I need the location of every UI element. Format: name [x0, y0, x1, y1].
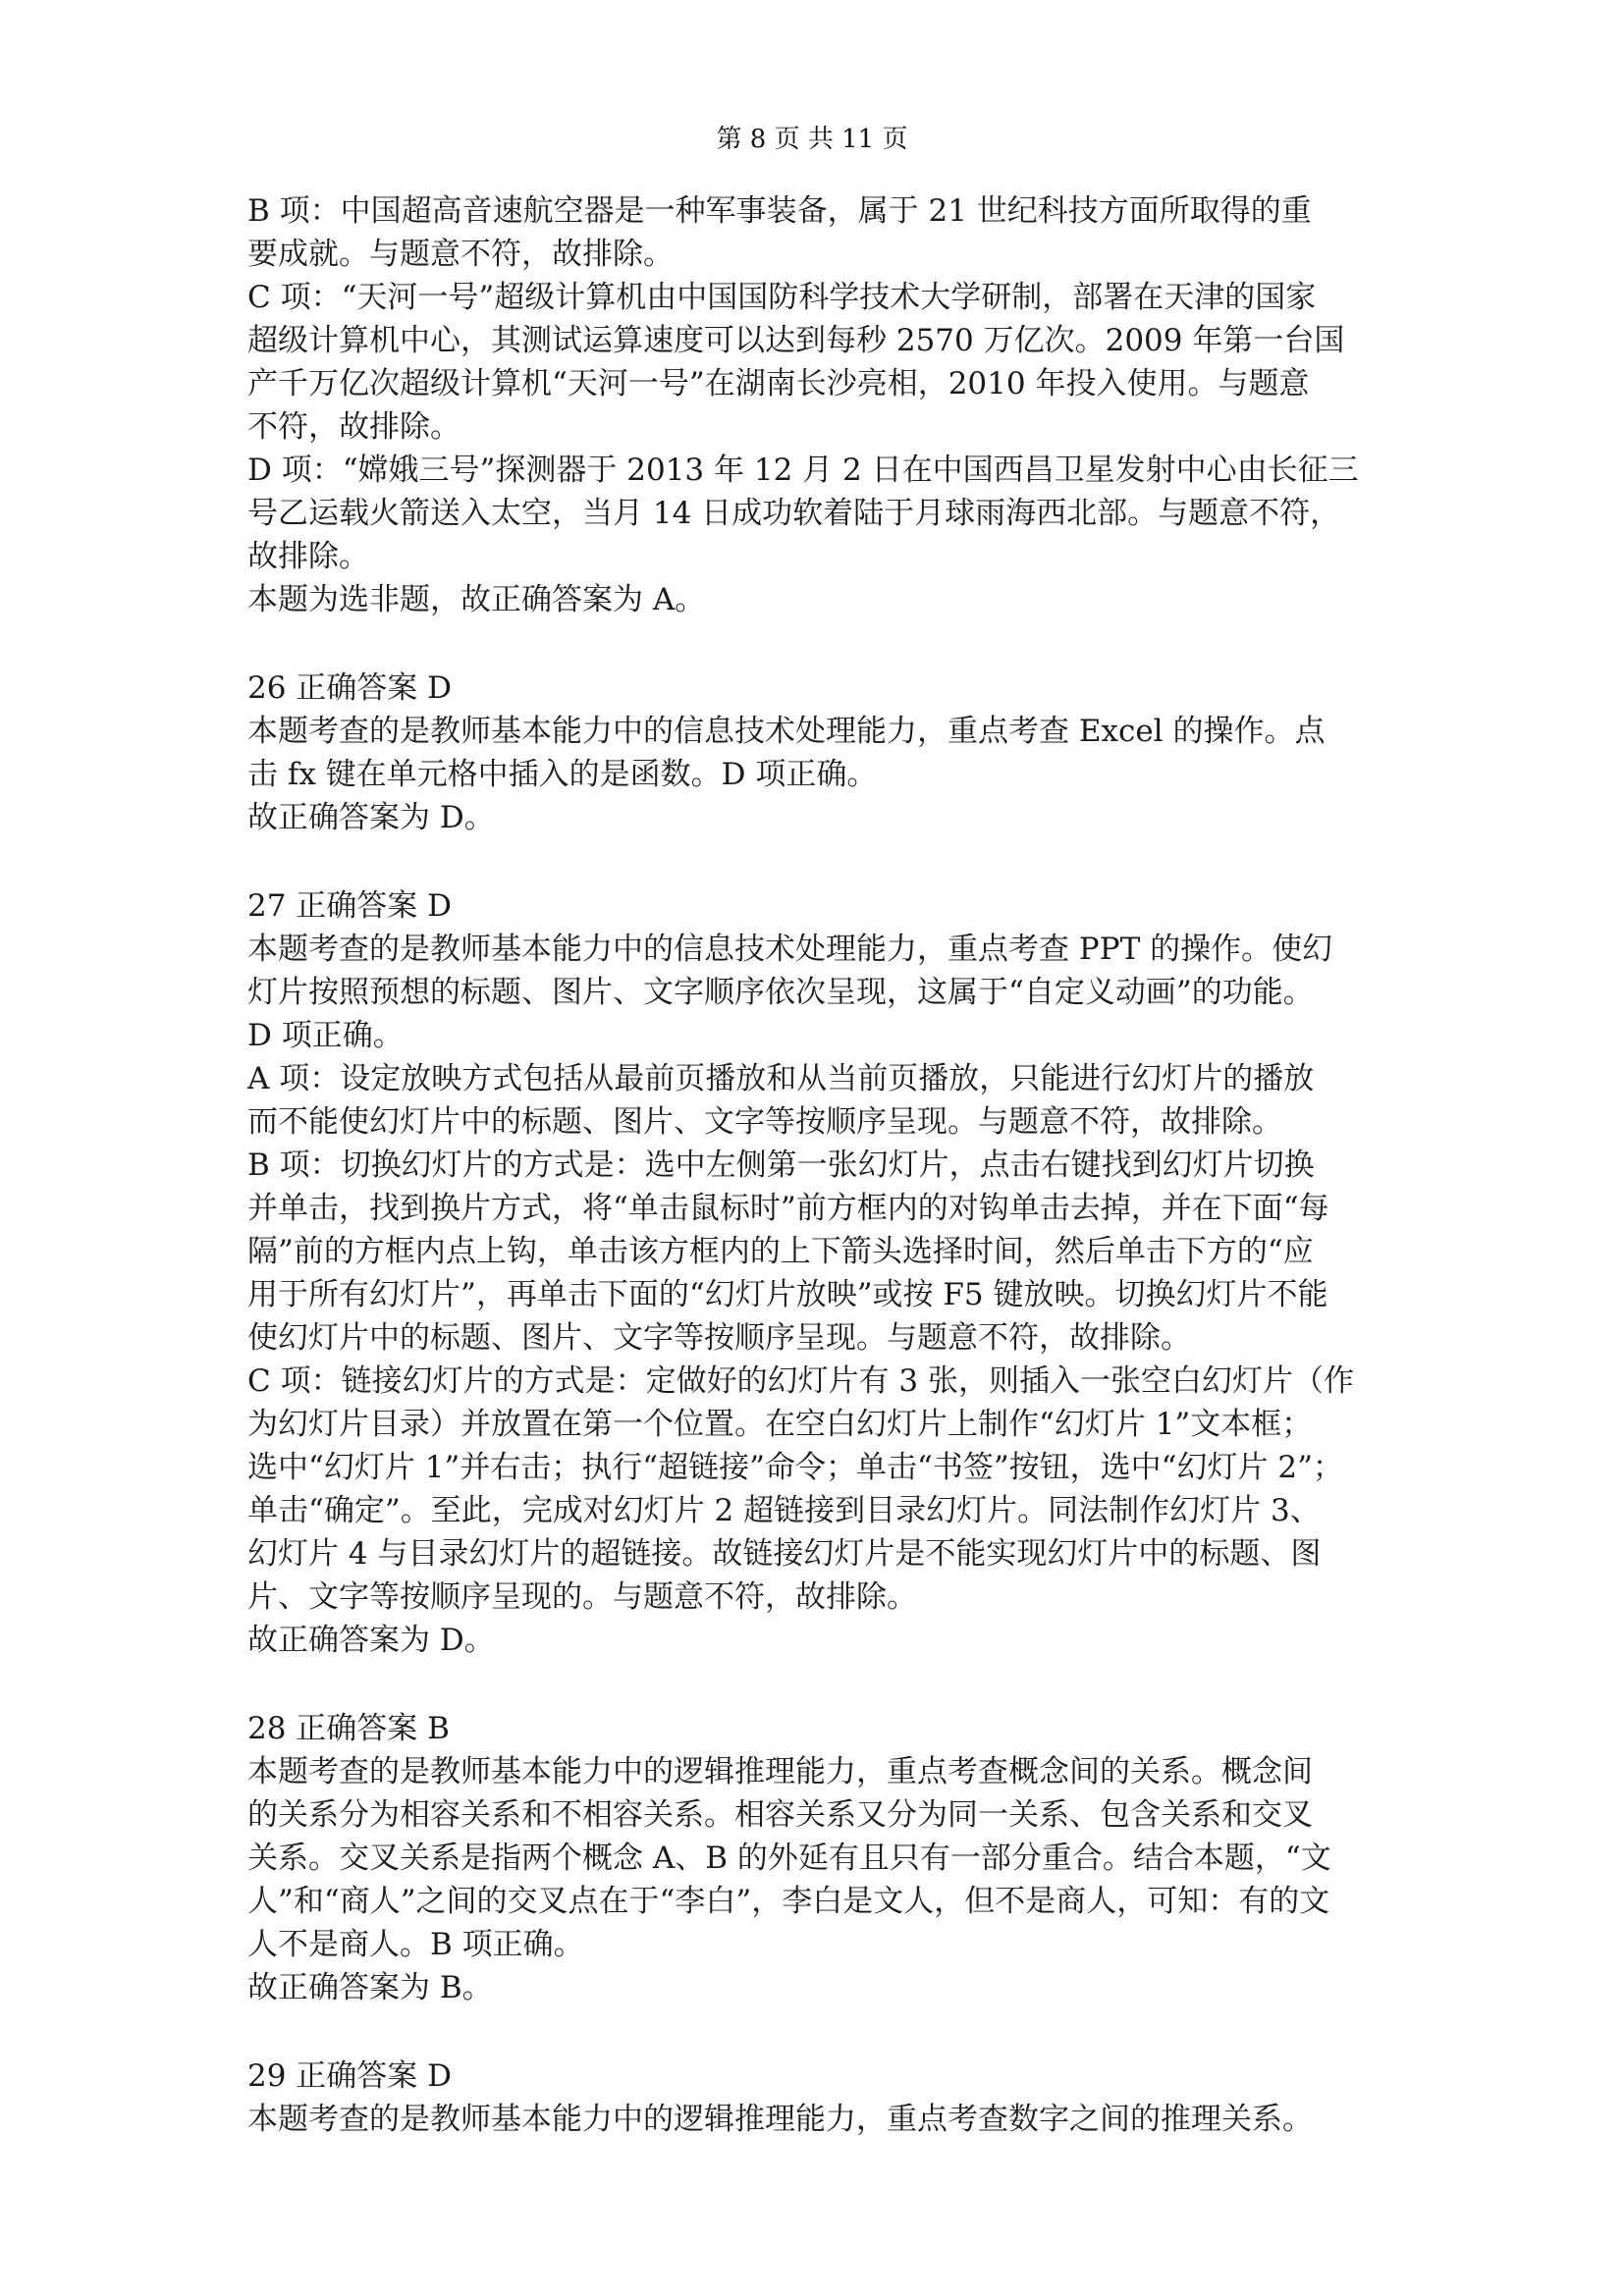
section-spacer [247, 621, 1386, 667]
answer-heading: 27 正确答案 D [247, 888, 453, 924]
section-spacer [247, 1662, 1386, 1707]
explanation-paragraph: A 项：设定放映方式包括从最前页播放和从当前页播放，只能进行幻灯片的播放 而不能使幻灯片中的标题、图片、文字等按顺序呈现。与题意不符，故排除。 [247, 1061, 1315, 1140]
explanation-paragraph: 故正确答案为 D。 [247, 1623, 495, 1658]
answer-heading: 26 正确答案 D [247, 670, 453, 706]
page-indicator: 第 8 页 共 11 页 [716, 125, 908, 154]
explanation-paragraph: D 项：“嫦娥三号”探测器于 2013 年 12 月 2 日在中国西昌卫星发射中心由长征三 号乙运载火箭送入太空，当月 14 日成功软着陆于月球雨海西北部。与题意不符， 故排除。 [247, 453, 1359, 574]
explanation-paragraph: 故正确答案为 D。 [247, 800, 495, 835]
section-spacer [247, 2009, 1386, 2055]
explanation-paragraph: B 项：切换幻灯片的方式是：选中左侧第一张幻灯片，点击右键找到幻灯片切换 并单击，找到换片方式，将“单击鼠标时”前方框内的对钩单击去掉，并在下面“每 隔”前的方框内点上钩，单击该方框内的上下箭头选择时间，然后单击下方的“应 用于所有幻灯片”，再单击下面的“幻灯片放映”或按 F5 键放映。切换幻灯片不能 使幻灯片中的标题、图片、文字等按顺序呈现。与题意不符，故排除。 [247, 1148, 1329, 1356]
explanation-paragraph: 本题为选非题，故正确答案为 A。 [247, 582, 706, 617]
answer-heading: 29 正确答案 D [247, 2058, 453, 2094]
explanation-paragraph: 本题考查的是教师基本能力中的信息技术处理能力，重点考查 Excel 的操作。点 击 fx 键在单元格中插入的是函数。D 项正确。 [247, 714, 1326, 792]
explanation-paragraph: C 项：“天河一号”超级计算机由中国国防科学技术大学研制，部署在天津的国家 超级计算机中心，其测试运算速度可以达到每秒 2570 万亿次。2009 年第一台国 产千万亿次超级计算机“天河一号”在湖南长沙亮相，2010 年投入使用。与题意 不符，故排除。 [247, 280, 1345, 445]
explanation-paragraph: 本题考查的是教师基本能力中的逻辑推理能力，重点考查概念间的关系。概念间 的关系分为相容关系和不相容关系。相容关系又分为同一关系、包含关系和交叉 关系。交叉关系是指两个概念 A、B 的外延有且只有一部分重合。结合本题，“文 人”和“商人”之间的交叉点在于“李白”，李白是文人，但不是商人，可知：有的文 人不是商人。B 项正确。 [247, 1754, 1331, 1962]
answer-explanations [247, 189, 1386, 2141]
answer-heading: 28 正确答案 B [247, 1711, 450, 1746]
explanation-paragraph: B 项：中国超高音速航空器是一种军事装备，属于 21 世纪科技方面所取得的重 要成就。与题意不符，故排除。 [247, 193, 1312, 272]
explanation-paragraph: 本题考查的是教师基本能力中的信息技术处理能力，重点考查 PPT 的操作。使幻 灯片按照预想的标题、图片、文字顺序依次呈现，这属于“自定义动画”的功能。 D 项正确。 [247, 932, 1333, 1053]
explanation-paragraph: C 项：链接幻灯片的方式是：定做好的幻灯片有 3 张，则插入一张空白幻灯片（作 为幻灯片目录）并放置在第一个位置。在空白幻灯片上制作“幻灯片 1”文本框； 选中“幻灯片 1”并右击；执行“超链接”命令；单击“书签”按钮，选中“幻灯片 2”； 单击“确定”。至此，完成对幻灯片 2 超链接到目录幻灯片。同法制作幻灯片 3、 幻灯片 4 与目录幻灯片的超链接。故链接幻灯片是不能实现幻灯片中的标题、图 片、文字等按顺序呈现的。与题意不符，故排除。 [247, 1363, 1355, 1615]
explanation-paragraph: 故正确答案为 B。 [247, 1970, 493, 2005]
explanation-paragraph: 本题考查的是教师基本能力中的逻辑推理能力，重点考查数字之间的推理关系。 [247, 2102, 1313, 2137]
section-spacer [247, 839, 1386, 884]
